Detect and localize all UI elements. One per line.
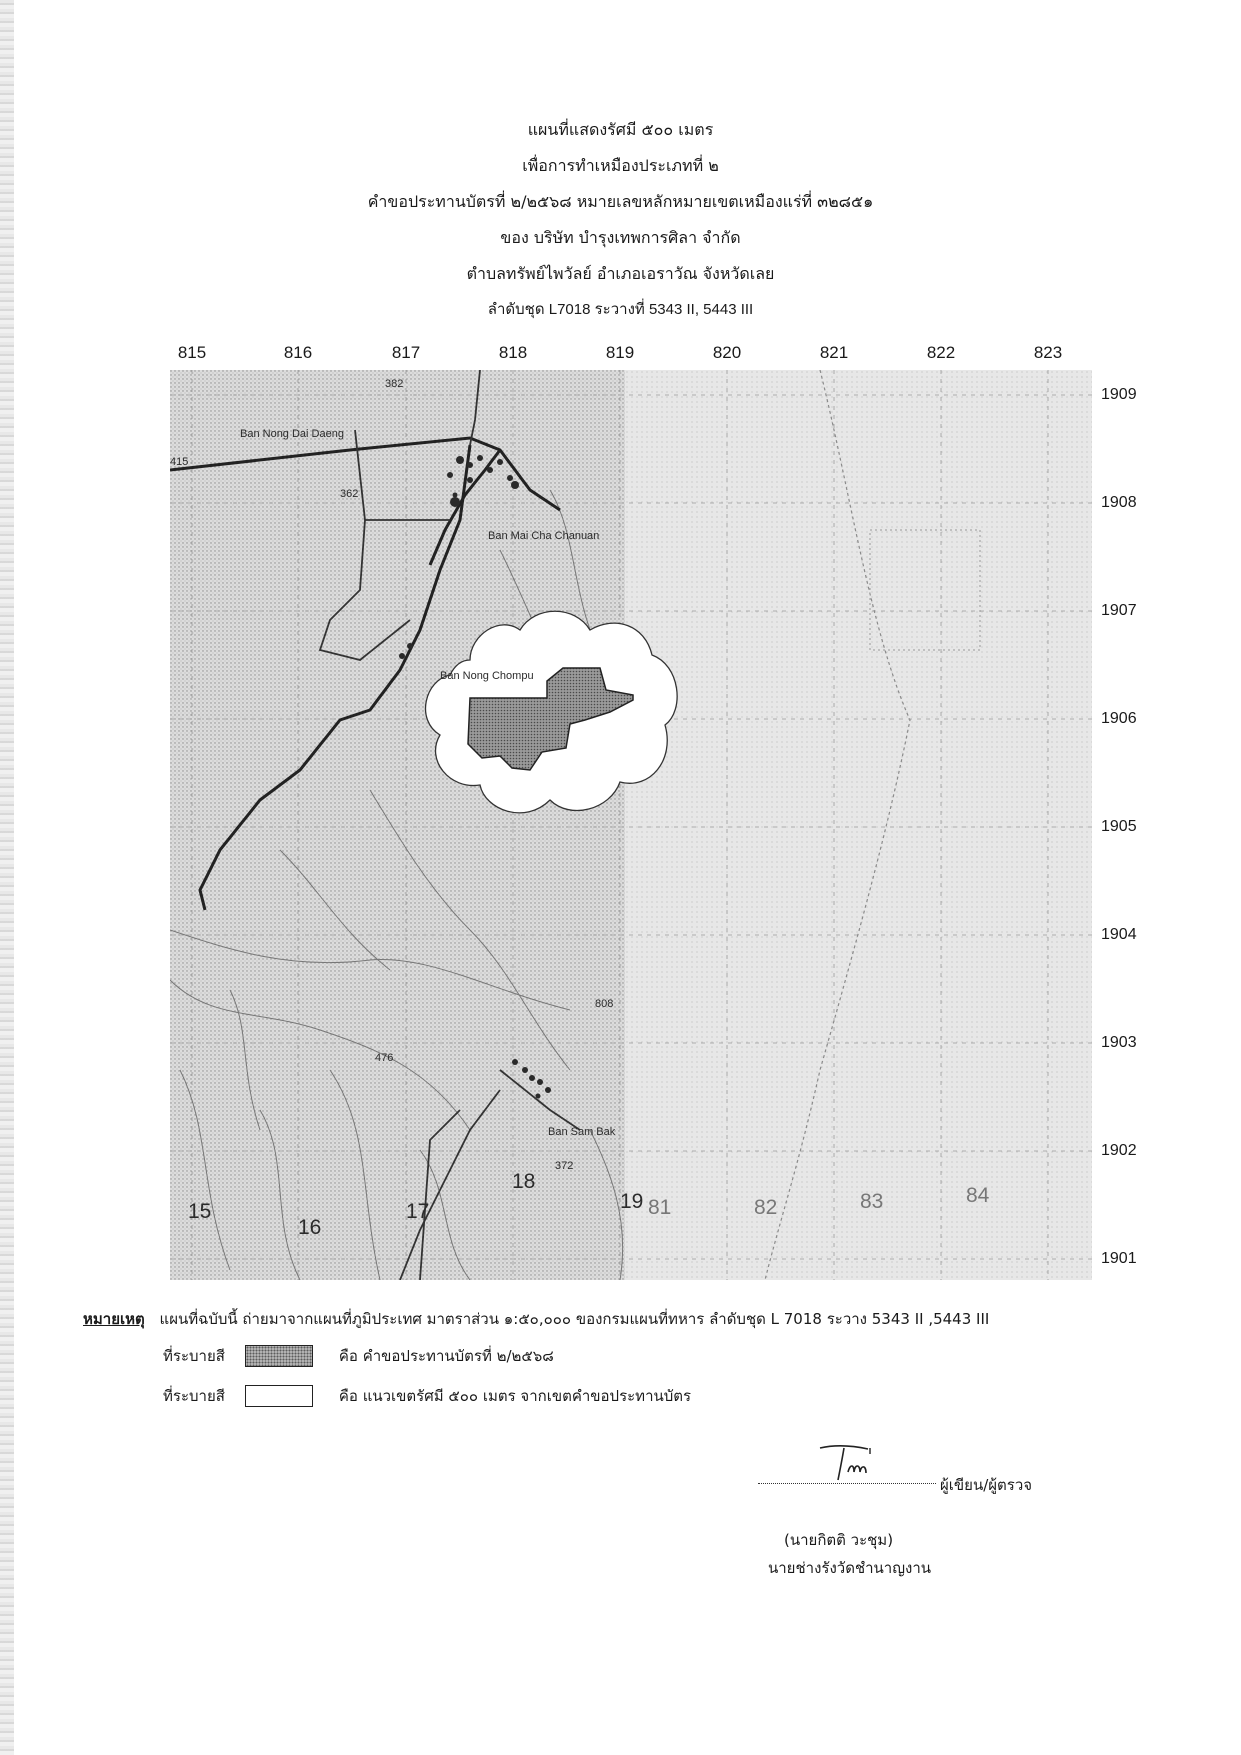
spot-height-372: 372 <box>555 1160 574 1172</box>
grid-northing-1904: 1904 <box>1101 926 1137 943</box>
title-block <box>0 112 1241 328</box>
grid-northing-1901: 1901 <box>1101 1250 1137 1267</box>
grid-northing-1903: 1903 <box>1101 1034 1137 1051</box>
topographic-map <box>170 370 1092 1280</box>
spot-height-808: 808 <box>595 998 614 1010</box>
legend-desc-concession: คือ คำขอประทานบัตรที่ ๒/๒๕๖๘ <box>338 1347 554 1365</box>
grid-northing-1909: 1909 <box>1101 386 1137 403</box>
spot-height-382: 382 <box>385 378 404 390</box>
grid-northing-1908: 1908 <box>1101 494 1137 511</box>
signer-position: นายช่างรังวัดชำนาญงาน <box>768 1559 932 1577</box>
legend-prefix: ที่ระบายสี <box>163 1387 225 1405</box>
spot-height-415: 415 <box>170 456 189 468</box>
grid-square-19: 19 <box>620 1190 644 1213</box>
signature-dotted-line <box>758 1483 936 1484</box>
grid-easting-817: 817 <box>391 343 421 362</box>
grid-easting-822: 822 <box>926 343 956 362</box>
grid-square-84: 84 <box>966 1184 990 1207</box>
mining-type: เพื่อการทำเหมืองประเภทที่ ๒ <box>522 156 719 175</box>
legend-swatch-concession <box>245 1345 313 1367</box>
legend-item-buffer <box>163 1384 691 1408</box>
grid-easting-819: 819 <box>605 343 635 362</box>
village-label-3: Ban Nong Chompu <box>440 670 534 682</box>
signer-role: ผู้เขียน/ผู้ตรวจ <box>940 1476 1033 1494</box>
legend-desc-buffer: คือ แนวเขตรัศมี ๕๐๐ เมตร จากเขตคำขอประทานบัตร <box>338 1387 692 1405</box>
grid-easting-815: 815 <box>177 343 207 362</box>
map-sheet-reference: ลำดับชุด L7018 ระวางที่ 5343 II, 5443 III <box>487 301 754 318</box>
grid-northing-1902: 1902 <box>1101 1142 1137 1159</box>
grid-northing-1905: 1905 <box>1101 818 1137 835</box>
location: ตำบลทรัพย์ไพวัลย์ อำเภอเอราวัณ จังหวัดเลย <box>466 264 775 283</box>
village-label-2: Ban Mai Cha Chanuan <box>488 530 600 542</box>
grid-northing-1906: 1906 <box>1101 710 1137 727</box>
village-label-1: Ban Nong Dai Daeng <box>240 428 344 440</box>
signer-name: (นายกิตติ วะชุม) <box>784 1531 894 1549</box>
application-number: คำขอประทานบัตรที่ ๒/๒๕๖๘ หมายเลขหลักหมายเขตเหมืองแร่ที่ ๓๒๘๕๑ <box>367 192 874 211</box>
grid-square-17: 17 <box>406 1200 430 1223</box>
legend-item-concession <box>163 1344 554 1368</box>
grid-square-83: 83 <box>860 1190 884 1213</box>
grid-easting-823: 823 <box>1033 343 1063 362</box>
legend-swatch-buffer <box>245 1385 313 1407</box>
map-drawing <box>170 370 1092 1280</box>
grid-square-15: 15 <box>188 1200 212 1223</box>
map-title: แผนที่แสดงรัศมี ๕๐๐ เมตร <box>527 120 714 139</box>
map-note <box>83 1307 989 1331</box>
grid-square-82: 82 <box>754 1196 778 1219</box>
grid-easting-821: 821 <box>819 343 849 362</box>
grid-square-81: 81 <box>648 1196 672 1219</box>
grid-easting-818: 818 <box>498 343 528 362</box>
village-label-4: Ban Sam Bak <box>548 1126 616 1138</box>
grid-square-18: 18 <box>512 1170 536 1193</box>
grid-easting-820: 820 <box>712 343 742 362</box>
legend-prefix: ที่ระบายสี <box>163 1347 225 1365</box>
spot-height-476: 476 <box>375 1052 394 1064</box>
grid-easting-816: 816 <box>283 343 313 362</box>
grid-northing-1907: 1907 <box>1101 602 1137 619</box>
note-label: หมายเหตุ <box>83 1310 145 1328</box>
spot-height-362: 362 <box>340 488 359 500</box>
grid-square-16: 16 <box>298 1216 322 1239</box>
company-name: ของ บริษัท บำรุงเทพการศิลา จำกัด <box>500 228 741 247</box>
note-text: แผนที่ฉบับนี้ ถ่ายมาจากแผนที่ภูมิประเทศ มาตราส่วน ๑:๕๐,๐๐๐ ของกรมแผนที่ทหาร ลำดับชุด L 7018 ระวาง 5343 II ,5443 III <box>159 1310 990 1328</box>
